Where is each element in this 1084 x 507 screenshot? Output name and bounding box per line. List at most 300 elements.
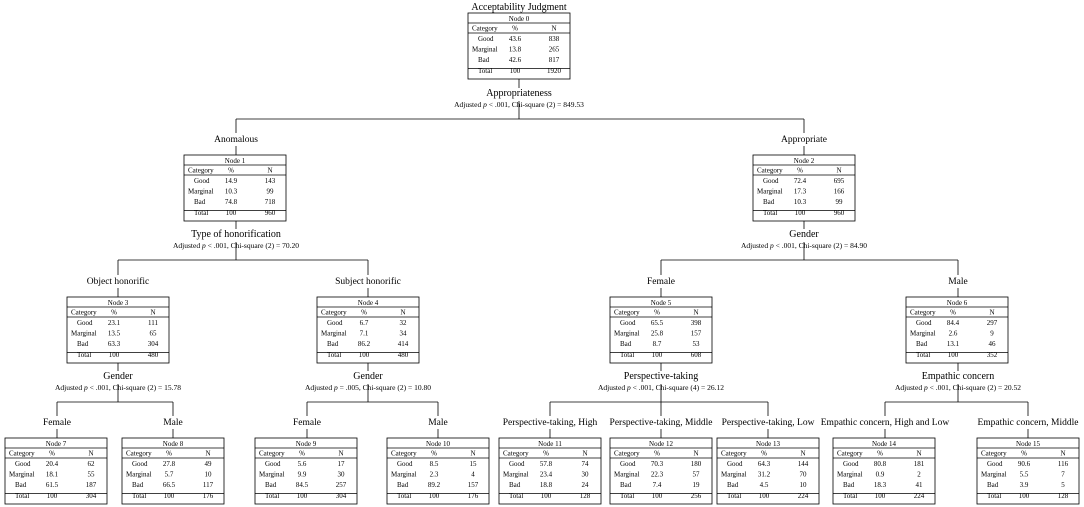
header-category: Category: [9, 449, 35, 458]
cell-n: 9: [990, 329, 994, 338]
split-statistics: [895, 383, 1021, 392]
cell-category: Good: [397, 460, 413, 468]
split-variable: Perspective-taking: [623, 371, 699, 382]
header-n: N: [693, 449, 699, 458]
cell-n: 960: [833, 209, 845, 217]
cell-percent: 42.6: [508, 56, 522, 64]
header-category: Category: [391, 449, 417, 458]
cell-category: Total: [327, 351, 342, 359]
cell-category: Marginal: [837, 470, 863, 479]
header-category: Category: [981, 449, 1007, 458]
branch-label: Male: [428, 418, 448, 428]
branch-label: Appropriate: [781, 135, 827, 145]
cell-category: Marginal: [9, 470, 35, 479]
split-variable: Gender: [789, 229, 819, 240]
header-category: Category: [757, 166, 783, 175]
cell-category: Good: [987, 460, 1003, 468]
cell-category: Total: [15, 492, 30, 500]
node-title: Node 15: [1016, 440, 1040, 448]
cell-percent: 100: [651, 351, 663, 359]
cell-percent: 2.3: [429, 470, 439, 479]
cell-percent: 100: [428, 492, 440, 500]
header-percent: %: [654, 449, 660, 458]
node-title: Node 2: [793, 157, 815, 165]
cell-percent: 23.4: [539, 470, 553, 479]
cell-category: Bad: [265, 481, 277, 489]
p-value-symbol: p: [923, 383, 928, 392]
cell-n: 24: [581, 481, 589, 489]
cell-n: 5: [1061, 481, 1065, 489]
header-category: Category: [472, 24, 498, 33]
cell-category: Bad: [727, 481, 739, 489]
cell-category: Marginal: [503, 470, 529, 479]
cell-n: 608: [690, 351, 702, 359]
cell-n: 32: [399, 319, 407, 327]
header-n: N: [338, 449, 344, 458]
header-n: N: [836, 166, 842, 175]
cell-percent: 10.3: [224, 187, 238, 196]
header-category: Category: [837, 449, 863, 458]
cell-n: 19: [692, 481, 700, 489]
cell-n: 414: [397, 340, 409, 348]
cell-category: Marginal: [188, 187, 214, 196]
cell-percent: 13.8: [508, 45, 522, 54]
p-value-symbol: p: [83, 383, 88, 392]
split-statistics: [454, 100, 584, 109]
cell-category: Total: [727, 492, 742, 500]
cell-percent: 2.6: [948, 329, 958, 338]
cell-percent: 100: [509, 67, 521, 75]
header-percent: %: [166, 449, 172, 458]
cell-percent: 27.8: [162, 460, 176, 468]
header-category: Category: [614, 308, 640, 317]
header-n: N: [800, 449, 806, 458]
cell-category: Marginal: [321, 329, 347, 338]
cell-percent: 90.6: [1017, 460, 1031, 468]
header-category: Category: [614, 449, 640, 458]
cell-percent: 74.8: [224, 198, 238, 206]
cell-percent: 64.3: [757, 460, 771, 468]
header-n: N: [916, 449, 922, 458]
split-statistics-text: Adjusted: [598, 383, 627, 392]
node-box-14: [833, 438, 935, 504]
branch-label: Anomalous: [214, 135, 258, 145]
header-n: N: [400, 308, 406, 317]
cell-n: 304: [147, 340, 159, 348]
header-category: Category: [721, 449, 747, 458]
split-statistics: [173, 241, 299, 250]
cell-n: 187: [85, 481, 97, 489]
cell-percent: 100: [794, 209, 806, 217]
header-n: N: [989, 308, 995, 317]
cell-percent: 100: [947, 351, 959, 359]
cell-n: 10: [799, 481, 807, 489]
split-statistics: [305, 383, 431, 392]
header-n: N: [470, 449, 476, 458]
cell-category: Total: [509, 492, 524, 500]
node-box-5: [610, 297, 712, 363]
node-title: Node 11: [538, 440, 562, 448]
split-statistics-text: < .001, Chi-square (2) = 70.20: [205, 241, 299, 250]
branch-label: Perspective-taking, Middle: [609, 418, 713, 428]
cell-percent: 100: [1018, 492, 1030, 500]
cell-percent: 5.7: [164, 470, 174, 479]
cell-n: 718: [264, 198, 276, 206]
cell-category: Bad: [987, 481, 999, 489]
cell-category: Total: [843, 492, 858, 500]
split-statistics: [55, 383, 181, 392]
node-title: Node 14: [872, 440, 896, 448]
cell-category: Good: [478, 35, 494, 43]
cell-n: 30: [337, 470, 345, 479]
branch-label: Male: [163, 418, 183, 428]
node-title: Node 9: [295, 440, 317, 448]
cell-percent: 3.9: [1019, 481, 1029, 489]
cell-category: Bad: [763, 198, 775, 206]
cell-percent: 13.5: [107, 329, 121, 338]
cell-category: Good: [843, 460, 859, 468]
cell-category: Bad: [843, 481, 855, 489]
header-percent: %: [797, 166, 803, 175]
node-title: Node 4: [357, 299, 379, 307]
cell-percent: 20.4: [45, 460, 59, 468]
cell-percent: 100: [358, 351, 370, 359]
cell-n: 181: [913, 460, 925, 468]
node-title: Node 6: [946, 299, 968, 307]
cell-n: 304: [85, 492, 97, 500]
cell-n: 352: [986, 351, 998, 359]
cell-percent: 7.4: [652, 481, 662, 489]
header-percent: %: [543, 449, 549, 458]
cell-n: 297: [986, 319, 998, 327]
cell-percent: 5.5: [1019, 470, 1029, 479]
cell-percent: 10.3: [793, 198, 807, 206]
cell-category: Marginal: [259, 470, 285, 479]
split-statistics-text: < .001, Chi-square (2) = 20.52: [927, 383, 1021, 392]
node-title: Node 10: [426, 440, 450, 448]
header-percent: %: [228, 166, 234, 175]
cell-percent: 8.7: [652, 340, 662, 348]
split-statistics-text: Adjusted: [305, 383, 334, 392]
cell-percent: 17.3: [793, 187, 807, 196]
cell-n: 7: [1061, 470, 1065, 479]
node-box-8: [122, 438, 224, 504]
header-percent: %: [761, 449, 767, 458]
cell-percent: 100: [163, 492, 175, 500]
cell-n: 2: [917, 470, 921, 479]
cell-category: Marginal: [614, 470, 640, 479]
cell-n: 17: [337, 460, 345, 468]
cell-percent: 25.8: [650, 329, 664, 338]
cell-percent: 100: [758, 492, 770, 500]
cell-n: 128: [579, 492, 591, 500]
cell-n: 695: [833, 177, 845, 185]
cell-n: 74: [581, 460, 589, 468]
cell-n: 224: [797, 492, 809, 500]
cell-category: Good: [265, 460, 281, 468]
cell-n: 257: [335, 481, 347, 489]
header-n: N: [551, 24, 557, 33]
cell-percent: 66.5: [162, 481, 176, 489]
node-title: Node 3: [107, 299, 129, 307]
node-title: Node 1: [224, 157, 246, 165]
header-category: Category: [259, 449, 285, 458]
node-box-12: [610, 438, 712, 504]
header-n: N: [150, 308, 156, 317]
cell-category: Bad: [15, 481, 27, 489]
branch-label: Empathic concern, High and Low: [820, 418, 950, 428]
cell-n: 15: [469, 460, 477, 468]
node-title: Node 7: [45, 440, 67, 448]
cell-category: Total: [132, 492, 147, 500]
cell-n: 70: [799, 470, 807, 479]
cell-percent: 6.7: [359, 319, 369, 327]
branch-label: Female: [43, 418, 71, 428]
cell-percent: 80.8: [873, 460, 887, 468]
cell-n: 10: [204, 470, 212, 479]
node-box-9: [255, 438, 357, 504]
header-percent: %: [111, 308, 117, 317]
cell-n: 398: [690, 319, 702, 327]
cell-n: 34: [399, 329, 407, 338]
branch-label: Empathic concern, Middle: [977, 418, 1079, 428]
cell-n: 960: [264, 209, 276, 217]
header-n: N: [205, 449, 211, 458]
header-percent: %: [49, 449, 55, 458]
cell-category: Total: [478, 67, 493, 75]
node-title: Node 8: [162, 440, 184, 448]
header-percent: %: [299, 449, 305, 458]
cell-percent: 22.3: [650, 470, 664, 479]
cell-n: 166: [833, 187, 845, 196]
cell-n: 62: [87, 460, 95, 468]
node-box-7: [5, 438, 107, 504]
node-box-15: [977, 438, 1079, 504]
cell-n: 128: [1057, 492, 1069, 500]
cell-percent: 43.6: [508, 35, 522, 43]
p-value-symbol: p: [201, 241, 206, 250]
split-statistics-text: Adjusted: [454, 100, 484, 109]
split-statistics-text: Adjusted: [741, 241, 770, 250]
cell-percent: 18.1: [45, 470, 59, 479]
cell-n: 157: [467, 481, 479, 489]
cell-n: 838: [548, 35, 560, 43]
cell-category: Bad: [132, 481, 144, 489]
branch-label: Object honorific: [86, 277, 150, 287]
branch-label: Perspective-taking, High: [502, 418, 598, 428]
branch-label: Male: [948, 277, 968, 287]
cell-n: 65: [149, 329, 157, 338]
cell-percent: 0.9: [875, 470, 885, 479]
cell-category: Marginal: [614, 329, 640, 338]
cell-n: 1920: [547, 67, 561, 75]
cell-category: Total: [77, 351, 92, 359]
cell-category: Bad: [397, 481, 409, 489]
split-statistics-text: < .001, Chi-square (4) = 26.12: [630, 383, 724, 392]
split-statistics-text: < .001, Chi-square (2) = 15.78: [87, 383, 181, 392]
node-box-4: [317, 297, 419, 363]
cell-category: Bad: [509, 481, 521, 489]
header-n: N: [1060, 449, 1066, 458]
cell-category: Good: [509, 460, 525, 468]
p-value-symbol: p: [626, 383, 631, 392]
node-title: Node 0: [508, 15, 530, 23]
node-box-0: [468, 13, 570, 79]
cell-category: Marginal: [910, 329, 936, 338]
cell-n: 99: [266, 187, 274, 196]
cell-category: Bad: [916, 340, 928, 348]
cell-percent: 84.5: [295, 481, 309, 489]
branch-label: Subject honorific: [335, 277, 401, 287]
cell-percent: 14.9: [224, 177, 238, 185]
split-statistics-text: < .001, Chi-square (2) = 84.90: [773, 241, 867, 250]
split-statistics-text: Adjusted: [895, 383, 924, 392]
p-value-symbol: p: [333, 383, 338, 392]
cell-n: 30: [581, 470, 589, 479]
header-n: N: [582, 449, 588, 458]
cell-n: 144: [797, 460, 809, 468]
split-statistics-text: < .001, Chi-square (2) = 849.53: [486, 100, 584, 109]
cell-percent: 100: [540, 492, 552, 500]
split-statistics: [741, 241, 867, 250]
header-percent: %: [654, 308, 660, 317]
split-variable: Type of honorification: [191, 229, 281, 240]
node-title: Node 13: [756, 440, 780, 448]
node-box-10: [387, 438, 489, 504]
cell-percent: 86.2: [357, 340, 371, 348]
split-variable: Appropriateness: [486, 88, 552, 99]
header-percent: %: [877, 449, 883, 458]
cell-category: Total: [763, 209, 778, 217]
cell-percent: 7.1: [359, 329, 369, 338]
header-category: Category: [188, 166, 214, 175]
p-value-symbol: p: [769, 241, 774, 250]
node-box-13: [717, 438, 819, 504]
cell-category: Total: [194, 209, 209, 217]
cell-n: 176: [202, 492, 214, 500]
cell-category: Total: [620, 492, 635, 500]
cell-n: 99: [835, 198, 843, 206]
header-category: Category: [321, 308, 347, 317]
cell-category: Good: [132, 460, 148, 468]
header-percent: %: [512, 24, 518, 33]
cell-n: 117: [202, 481, 214, 489]
cell-percent: 18.3: [873, 481, 887, 489]
cell-n: 157: [690, 329, 702, 338]
header-percent: %: [361, 308, 367, 317]
cell-percent: 100: [296, 492, 308, 500]
branch-label: Female: [647, 277, 675, 287]
cell-percent: 100: [108, 351, 120, 359]
header-n: N: [693, 308, 699, 317]
cell-category: Total: [916, 351, 931, 359]
node-box-6: [906, 297, 1008, 363]
cell-category: Marginal: [391, 470, 417, 479]
cell-category: Good: [916, 319, 932, 327]
cell-percent: 5.6: [297, 460, 307, 468]
cell-category: Marginal: [721, 470, 747, 479]
cell-percent: 89.2: [427, 481, 441, 489]
cell-category: Good: [620, 319, 636, 327]
cell-percent: 4.5: [759, 481, 769, 489]
cell-n: 49: [204, 460, 212, 468]
cell-percent: 65.5: [650, 319, 664, 327]
node-box-11: [499, 438, 601, 504]
cell-percent: 100: [874, 492, 886, 500]
cell-category: Marginal: [71, 329, 97, 338]
cell-category: Good: [620, 460, 636, 468]
cell-percent: 31.2: [757, 470, 771, 479]
cell-percent: 100: [651, 492, 663, 500]
cell-n: 480: [147, 351, 159, 359]
cell-n: 143: [264, 177, 276, 185]
node-box-2: [753, 155, 855, 221]
cell-percent: 18.8: [539, 481, 553, 489]
cell-category: Total: [397, 492, 412, 500]
cell-category: Total: [265, 492, 280, 500]
cell-n: 46: [988, 340, 996, 348]
cell-percent: 63.3: [107, 340, 121, 348]
header-n: N: [267, 166, 273, 175]
cell-n: 224: [913, 492, 925, 500]
cell-n: 4: [471, 470, 475, 479]
cell-category: Marginal: [126, 470, 152, 479]
cell-n: 256: [690, 492, 702, 500]
split-statistics: [598, 383, 724, 392]
cell-percent: 70.3: [650, 460, 664, 468]
cell-percent: 8.5: [429, 460, 439, 468]
cell-percent: 100: [46, 492, 58, 500]
cell-n: 176: [467, 492, 479, 500]
branch-label: Female: [293, 418, 321, 428]
cell-category: Good: [15, 460, 31, 468]
split-variable: Gender: [103, 371, 133, 382]
branch-label: Perspective-taking, Low: [721, 418, 815, 428]
cell-n: 304: [335, 492, 347, 500]
header-category: Category: [126, 449, 152, 458]
header-n: N: [88, 449, 94, 458]
cell-percent: 9.9: [297, 470, 307, 479]
cell-category: Good: [194, 177, 210, 185]
cell-category: Bad: [478, 56, 490, 64]
cell-n: 111: [148, 319, 158, 327]
header-category: Category: [503, 449, 529, 458]
node-box-1: [184, 155, 286, 221]
cell-category: Bad: [77, 340, 89, 348]
header-category: Category: [71, 308, 97, 317]
p-value-symbol: p: [483, 100, 487, 109]
cell-category: Good: [727, 460, 743, 468]
cell-n: 53: [692, 340, 700, 348]
cell-n: 55: [87, 470, 95, 479]
split-statistics-text: = .005, Chi-square (2) = 10.80: [337, 383, 431, 392]
cell-category: Marginal: [981, 470, 1007, 479]
split-variable: Gender: [353, 371, 383, 382]
cell-n: 180: [690, 460, 702, 468]
header-percent: %: [431, 449, 437, 458]
cell-category: Bad: [194, 198, 206, 206]
cell-category: Marginal: [757, 187, 783, 196]
header-category: Category: [910, 308, 936, 317]
cell-n: 116: [1057, 460, 1069, 468]
cell-category: Good: [763, 177, 779, 185]
node-title: Node 5: [650, 299, 672, 307]
header-percent: %: [1021, 449, 1027, 458]
cell-category: Bad: [620, 340, 632, 348]
cell-category: Good: [327, 319, 343, 327]
cell-category: Bad: [620, 481, 632, 489]
split-statistics-text: Adjusted: [173, 241, 202, 250]
